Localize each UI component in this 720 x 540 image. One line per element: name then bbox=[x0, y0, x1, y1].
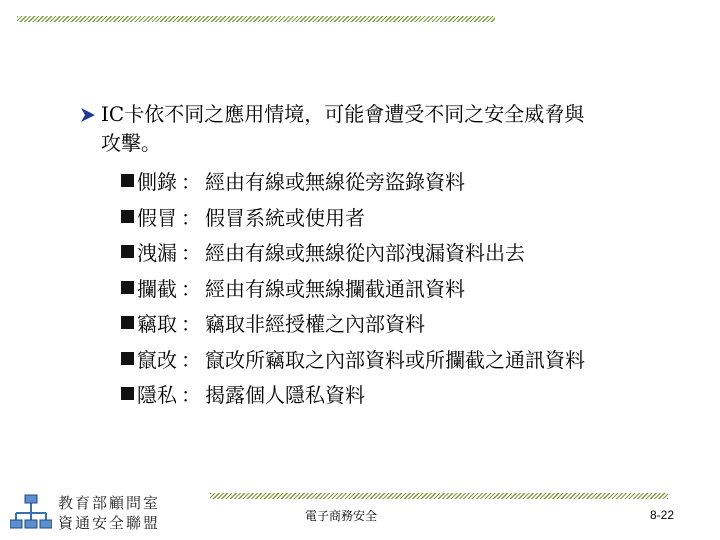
logo-text bbox=[58, 493, 160, 533]
arrow-bullet-icon bbox=[81, 108, 95, 122]
list-item bbox=[121, 163, 691, 199]
item-description: 竊取非經授權之內部資料 bbox=[205, 312, 425, 337]
list-item bbox=[121, 199, 691, 235]
page-number: 8-22 bbox=[650, 508, 675, 522]
list-item bbox=[121, 234, 691, 270]
item-separator: ： bbox=[181, 276, 201, 301]
item-description: 竄改所竊取之內部資料或所攔截之通訊資料 bbox=[205, 347, 585, 372]
item-description: 揭露個人隱私資料 bbox=[205, 383, 365, 408]
square-bullet-icon bbox=[121, 352, 134, 365]
top-decorative-band bbox=[17, 16, 495, 22]
list-item bbox=[121, 270, 691, 306]
item-separator: ： bbox=[181, 205, 201, 230]
item-separator: ： bbox=[181, 241, 201, 266]
square-bullet-icon bbox=[121, 245, 134, 258]
item-term: 竊取 bbox=[137, 312, 177, 337]
square-bullet-icon bbox=[121, 210, 134, 223]
item-separator: ： bbox=[181, 383, 201, 408]
item-separator: ： bbox=[181, 312, 201, 337]
intro-paragraph bbox=[81, 100, 691, 158]
square-bullet-icon bbox=[121, 387, 134, 400]
intro-line-1: IC卡依不同之應用情境，可能會遭受不同之安全威脅與 bbox=[101, 102, 585, 126]
bottom-decorative-band bbox=[210, 493, 668, 499]
square-bullet-icon bbox=[121, 174, 134, 187]
intro-line-2: 攻擊。 bbox=[101, 131, 161, 155]
item-separator: ： bbox=[181, 170, 201, 195]
item-term: 攔截 bbox=[137, 276, 177, 301]
item-description: 經由有線或無線從旁盜錄資料 bbox=[205, 170, 465, 195]
organization-logo bbox=[10, 491, 160, 537]
list-item bbox=[121, 305, 691, 341]
threat-list bbox=[81, 163, 691, 412]
item-description: 假冒系統或使用者 bbox=[205, 205, 365, 230]
item-term: 假冒 bbox=[137, 205, 177, 230]
item-term: 側錄 bbox=[137, 170, 177, 195]
item-description: 經由有線或無線從內部洩漏資料出去 bbox=[205, 241, 525, 266]
square-bullet-icon bbox=[121, 316, 134, 329]
square-bullet-icon bbox=[121, 281, 134, 294]
item-description: 經由有線或無線攔截通訊資料 bbox=[205, 276, 465, 301]
item-separator: ： bbox=[181, 347, 201, 372]
network-diagram-icon bbox=[10, 493, 52, 533]
logo-line-1: 教育部顧問室 bbox=[58, 494, 161, 512]
item-term: 竄改 bbox=[137, 347, 177, 372]
slide-content bbox=[81, 100, 691, 412]
footer-title: 電子商務安全 bbox=[305, 509, 378, 523]
list-item bbox=[121, 376, 691, 412]
list-item bbox=[121, 341, 691, 377]
logo-line-2: 資通安全聯盟 bbox=[58, 514, 161, 532]
item-term: 隱私 bbox=[137, 383, 177, 408]
item-term: 洩漏 bbox=[137, 241, 177, 266]
